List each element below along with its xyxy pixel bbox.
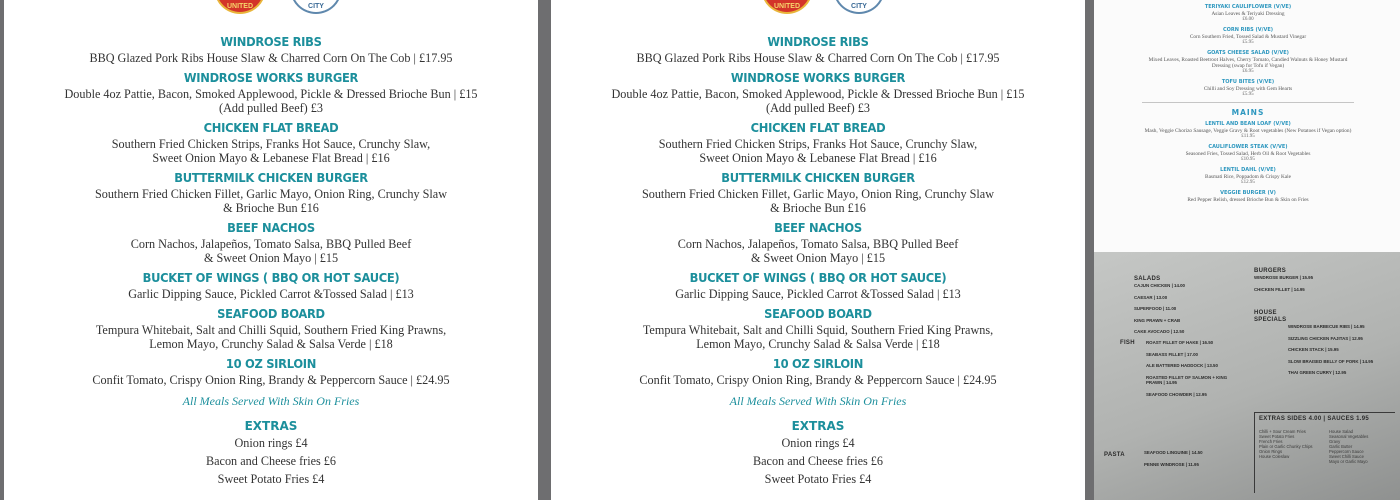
menu-item [551,306,1085,351]
main-item-description: Mash, Veggie Chorizo Sausage, Veggie Gravy & Root vegetables (New Potatoes if Vegan option) [1144,128,1352,134]
vegan-item-description: Mixed Leaves, Roasted Beetroot Halves, Cherry Tomato, Candied Walnuts & Honey Mustard Dressing (swap for Tofu if Vegan) [1148,57,1348,69]
main-item-price: £10.95 [1241,157,1255,162]
photo-menu-line: SEAFOOD LINGUINE | 14.50 [1144,450,1203,455]
extras-heading: EXTRAS [791,419,845,433]
photo-menu-line: WINDROSE BARBECUE RIBS | 14.95 [1288,324,1365,329]
extra-item: Sweet Potato Fries £4 [764,472,872,486]
menu-item-name: BUCKET OF WINGS ( BBQ OR HOT SAUCE) [142,270,400,286]
menu-item-description: Southern Fried Chicken Strips, Franks Hot Sauce, Crunchy Slaw, [111,137,431,151]
menu-item-name: BUCKET OF WINGS ( BBQ OR HOT SAUCE) [689,270,947,286]
menu-item [4,170,538,215]
menu-item-description: & Sweet Onion Mayo | £15 [750,251,886,265]
menu-item-description: Garlic Dipping Sauce, Pickled Carrot &Tossed Salad | £13 [675,287,961,301]
menu-item-description: BBQ Glazed Pork Ribs House Slaw & Charred Corn On The Cob | £17.95 [636,51,1000,65]
extras-right-list [1329,429,1395,464]
menu-item [4,220,538,265]
menu-item-name: 10 OZ SIRLOIN [772,356,864,372]
menu-item-description: & Sweet Onion Mayo | £15 [203,251,339,265]
vegan-item-description: Chilli and Soy Dressing with Gem Hearts [1203,86,1293,92]
main-item-name: CAULIFLOWER STEAK (V/VE) [1208,144,1288,150]
main-item-name: LENTIL AND BEAN LOAF (V/VE) [1205,121,1291,127]
club-logos [551,0,1085,14]
photo-menu-line: Gravy [1329,439,1341,444]
photo-menu-line: French Fries [1259,439,1283,444]
photo-menu-line: SUPERFOOD | 11.00 [1134,306,1177,311]
vegan-item-name: TOFU BITES (V/VE) [1221,79,1275,85]
menu-item-name: WINDROSE WORKS BURGER [183,70,359,86]
menu-item-description: BBQ Glazed Pork Ribs House Slaw & Charred Corn On The Cob | £17.95 [89,51,453,65]
crest-text: CITY [308,3,324,10]
menu-item [551,356,1085,387]
menu-item-name: WINDROSE WORKS BURGER [730,70,906,86]
main-item-description: Red Pepper Relish, dressed Brioche Bun & Skin on Fries [1187,197,1309,203]
main-item-price: £11.95 [1241,134,1255,139]
vegan-item-description: Corn Southern Fried, Tossed Salad & Mustard Vinegar [1189,34,1307,40]
menu-page-left [4,0,538,500]
vegan-menu-items [1142,0,1354,203]
menu-item-description: Tempura Whitebait, Salt and Chilli Squid, Southern Fried King Prawns, [95,323,447,337]
photo-menu-line: Chilli + Sour Cream Fries [1259,429,1306,434]
photo-menu-line: Sweet Potato Fries [1259,434,1295,439]
menu-item-name: WINDROSE RIBS [767,34,869,50]
crest-text: CITY [851,3,867,10]
vegan-item-price: £5.95 [1242,92,1254,97]
menu-item-description: Lemon Mayo, Crunchy Salad & Salsa Verde | £18 [696,337,940,351]
photo-menu-line: Plain or Garlic Chunky Chips [1259,444,1313,449]
menu-items [551,34,1085,488]
extra-item: Bacon and Cheese fries £6 [753,454,883,468]
menu-item-name: BEEF NACHOS [227,220,315,236]
menu-item-name: CHICKEN FLAT BREAD [203,120,339,136]
meal-note: All Meals Served With Skin On Fries [182,394,360,408]
city-crest-icon [290,0,342,14]
section-heading: FISH [1120,340,1135,346]
menu-items [4,34,538,488]
menu-item [551,270,1085,301]
photo-menu-line: PENNE WINDROSE | 11.95 [1144,461,1199,467]
menu-item-description: Corn Nachos, Jalapeños, Tomato Salsa, BBQ Pulled Beef [677,237,959,251]
photo-menu-line: Seasonal Vegetables [1329,434,1369,439]
menu-item-description: Corn Nachos, Jalapeños, Tomato Salsa, BBQ Pulled Beef [130,237,412,251]
photo-menu-line: Onion Rings [1259,449,1283,454]
club-logos [4,0,538,14]
menu-item [551,120,1085,165]
extra-item: Bacon and Cheese fries £6 [206,454,336,468]
menu-item-description: Double 4oz Pattie, Bacon, Smoked Applewood, Pickle & Dressed Brioche Bun | £15 [64,87,478,101]
menu-item [4,34,538,65]
fish-list [1146,340,1242,403]
menu-item [551,70,1085,115]
pasta-heading-block [1104,452,1134,459]
menu-item-description: Confit Tomato, Crispy Onion Ring, Brandy & Peppercorn Sauce | £24.95 [639,373,997,387]
vegan-item-name: TERIYAKI CAULIFLOWER (V/VE) [1204,4,1292,10]
menu-item [4,70,538,115]
city-crest-icon [833,0,885,14]
menu-item-description: Lemon Mayo, Crunchy Salad & Salsa Verde | £18 [149,337,393,351]
photo-menu-line: CAESAR | 13.00 [1134,294,1168,300]
vegan-item-price: £6.00 [1242,17,1254,22]
menu-item-name: BUTTERMILK CHICKEN BURGER [721,170,915,186]
extras-box [1254,412,1395,493]
photo-menu-line: KING PRAWN + CRAB [1134,317,1181,323]
menu-item-description: Double 4oz Pattie, Bacon, Smoked Applewood, Pickle & Dressed Brioche Bun | £15 [611,87,1025,101]
menu-item [4,270,538,301]
photo-menu-line: CAKE AVOCADO | 12.50 [1134,329,1185,334]
menu-item [551,220,1085,265]
menu-item-description: (Add pulled Beef) £3 [766,101,870,115]
salads-section [1134,276,1204,341]
printed-menu-photo [1094,252,1400,500]
photo-menu-line: Garlic Butter [1329,444,1353,449]
photo-menu-line: House Coleslaw [1259,454,1290,459]
section-heading: EXTRAS SIDES 4.00 | SAUCES 1.95 [1259,416,1370,422]
fish-heading-block [1120,340,1144,347]
photo-menu-line: Peppercorn Sauce [1329,449,1364,454]
menu-item-description: & Brioche Bun £16 [223,201,319,215]
section-heading: HOUSE SPECIALS [1254,310,1287,323]
menu-item [4,120,538,165]
vegan-menu-page [1094,0,1400,252]
menu-item-name: SEAFOOD BOARD [217,306,325,322]
pasta-list [1144,450,1244,473]
main-item-description: Basmati Rice, Poppadom & Crispy Kale [1205,174,1291,180]
menu-item-name: BUTTERMILK CHICKEN BURGER [174,170,368,186]
mains-heading: MAINS [1231,108,1265,117]
vegan-item-price: £6.95 [1242,69,1254,74]
crest-text: UNITED [226,3,254,10]
menu-item [551,170,1085,215]
menu-sheet [1094,252,1400,500]
photo-menu-line: Mayo or Garlic Mayo [1329,459,1368,464]
photo-menu-line: THAI GREEN CURRY | 12.95 [1288,370,1347,375]
extra-item: Onion rings £4 [234,436,308,450]
menu-item-description: Southern Fried Chicken Fillet, Garlic Mayo, Onion Ring, Crunchy Slaw [94,187,448,201]
photo-menu-line: CHICKEN STACK | 15.95 [1288,347,1339,352]
photo-menu-line: ROAST FILLET OF HAKE | 16.50 [1146,340,1214,345]
main-item-description: Seasoned Fries, Tossed Salad, Herb Oil & Root Vegetables [1185,151,1311,157]
menu-item-description: (Add pulled Beef) £3 [219,101,323,115]
house-specials-section [1254,310,1287,324]
section-heading: PASTA [1104,452,1125,458]
photo-menu-line: SIZZLING CHICKEN FAJITAS | 12.95 [1288,335,1363,341]
menu-item-description: Southern Fried Chicken Fillet, Garlic Mayo, Onion Ring, Crunchy Slaw [641,187,995,201]
photo-menu-line: ALE BATTERED HADDOCK | 13.50 [1146,363,1218,368]
united-crest-icon [761,0,813,14]
menu-page-middle [551,0,1085,500]
extra-item: Sweet Potato Fries £4 [217,472,325,486]
menu-item-name: 10 OZ SIRLOIN [225,356,317,372]
meal-note: All Meals Served With Skin On Fries [729,394,907,408]
menu-item-description: Southern Fried Chicken Strips, Franks Hot Sauce, Crunchy Slaw, [658,137,978,151]
menu-item-name: SEAFOOD BOARD [764,306,872,322]
main-item-price: £12.95 [1241,180,1255,185]
photo-menu-line: CHICKEN FILLET | 14.95 [1254,286,1305,292]
menu-item-name: BEEF NACHOS [774,220,862,236]
section-heading: BURGERS [1254,268,1287,274]
photo-menu-line: CAJUN CHICKEN | 14.00 [1134,283,1186,288]
main-item-name: LENTIL DAHL (V/VE) [1220,167,1276,173]
menu-item-description: Garlic Dipping Sauce, Pickled Carrot &Tossed Salad | £13 [128,287,414,301]
menu-item-description: Confit Tomato, Crispy Onion Ring, Brandy & Peppercorn Sauce | £24.95 [92,373,450,387]
vegan-item-name: GOATS CHEESE SALAD (V/VE) [1207,50,1289,56]
section-divider [1142,102,1354,103]
menu-item-description: Tempura Whitebait, Salt and Chilli Squid, Southern Fried King Prawns, [642,323,994,337]
photo-menu-line: SEAFOOD CHOWDER | 12.95 [1146,391,1207,397]
vegan-item-description: Asian Leaves & Teriyaki Dressing [1211,11,1285,17]
crest-text: UNITED [773,3,801,10]
photo-menu-line: SEABASS FILLET | 17.00 [1146,351,1198,357]
burgers-section [1254,268,1324,298]
photo-menu-line: SLOW BRAISED BELLY OF PORK | 14.95 [1288,358,1374,364]
section-heading: SALADS [1134,276,1161,282]
main-item-name: VEGGIE BURGER (V) [1220,190,1276,196]
menu-item [551,34,1085,65]
photo-menu-line: WINDROSE BURGER | 15.95 [1254,275,1314,280]
menu-item-description: Sweet Onion Mayo & Lebanese Flat Bread | £16 [699,151,937,165]
vegan-item-name: CORN RIBS (V/VE) [1222,27,1274,33]
extras-heading: EXTRAS [244,419,298,433]
photo-menu-line: House Salad [1329,429,1353,434]
united-crest-icon [214,0,266,14]
photo-menu-line: ROASTED FILLET OF SALMON + KING PRAWN | 14.95 [1146,374,1228,385]
menu-item-name: CHICKEN FLAT BREAD [750,120,886,136]
menu-item [4,356,538,387]
menu-item-name: WINDROSE RIBS [220,34,322,50]
menu-item-description: & Brioche Bun £16 [770,201,866,215]
extra-item: Onion rings £4 [781,436,855,450]
vegan-item-price: £5.95 [1242,40,1254,45]
extras-heading-block [1259,416,1395,423]
house-specials-list [1288,324,1396,382]
photo-menu-line: Sweet Chilli Sauce [1329,454,1364,459]
extras-left-list [1259,429,1325,459]
menu-item-description: Sweet Onion Mayo & Lebanese Flat Bread | £16 [152,151,390,165]
menu-item [4,306,538,351]
